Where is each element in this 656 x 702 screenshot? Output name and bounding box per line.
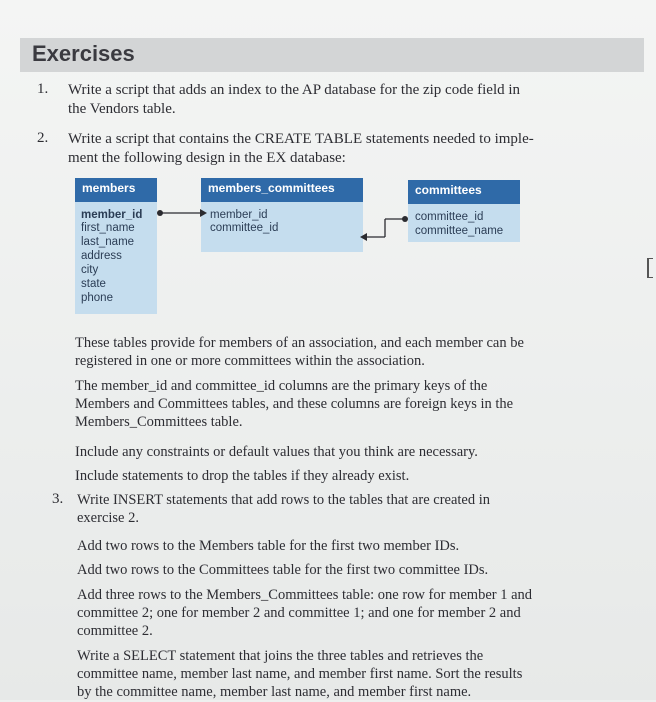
committees-column: committee_name <box>415 225 504 237</box>
exercise-1-line-1: Write a script that adds an index to the AP database for the zip code field in <box>68 82 521 98</box>
exercise-3-line-2: exercise 2. <box>77 510 139 526</box>
exercise-3-paragraph-4-line-2: committee name, member last name, and member first name. Sort the results <box>77 666 523 682</box>
exercise-3-paragraph-3-line-1: Add three rows to the Members_Committees table: one row for member 1 and <box>77 587 533 603</box>
committees-table-header: committees <box>408 180 520 204</box>
exercise-2-line-1: Write a script that contains the CREATE TABLE statements needed to imple- <box>68 131 534 147</box>
exercise-2-paragraph-2-line-3: Members_Committees table. <box>75 414 243 430</box>
committees-column: committee_id <box>415 211 484 223</box>
exercise-2-line-2: ment the following design in the EX database: <box>68 150 346 166</box>
exercise-2-number: 2. <box>37 130 49 146</box>
members-committees-column: member_id <box>210 209 268 221</box>
exercise-3-paragraph-3-line-2: committee 2; one for member 2 and committee 1; and one for member 2 and <box>77 605 521 621</box>
exercise-3-line-1: Write INSERT statements that add rows to the tables that are created in <box>77 492 491 508</box>
members-column: state <box>81 278 106 290</box>
section-title: Exercises <box>32 41 135 66</box>
members-column: phone <box>81 292 113 304</box>
exercise-2-paragraph-2-line-2: Members and Committees tables, and these columns are foreign keys in the <box>75 396 514 412</box>
members-column: first_name <box>81 222 135 234</box>
exercise-3-paragraph-3-line-3: committee 2. <box>77 623 153 639</box>
members-table-header: members <box>75 178 157 202</box>
exercise-3-paragraph-4-line-1: Write a SELECT statement that joins the three tables and retrieves the <box>77 648 484 664</box>
members-column: address <box>81 250 122 262</box>
members-relationship-connector <box>157 209 207 217</box>
exercise-3-number: 3. <box>52 491 64 507</box>
exercise-3-paragraph-2: Add two rows to the Committees table for the first two committee IDs. <box>77 562 489 578</box>
exercise-1-line-2: the Vendors table. <box>68 101 176 117</box>
members-committees-table-header: members_committees <box>201 178 363 202</box>
margin-bracket-mark <box>647 258 653 278</box>
exercise-2-paragraph-1-line-2: registered in one or more committees within the association. <box>75 353 425 369</box>
exercise-2-paragraph-3: Include any constraints or default values that you think are necessary. <box>75 444 478 460</box>
committees-relationship-connector <box>360 216 408 241</box>
exercise-2-paragraph-4: Include statements to drop the tables if they already exist. <box>75 468 410 484</box>
exercise-3-paragraph-1: Add two rows to the Members table for the first two member IDs. <box>77 538 460 554</box>
exercise-3-paragraph-4-line-3: by the committee name, member last name, and member first name. <box>77 684 472 700</box>
exercise-2-paragraph-1-line-1: These tables provide for members of an association, and each member can be <box>75 335 524 351</box>
exercise-1-number: 1. <box>37 81 49 97</box>
exercise-2-paragraph-2-line-1: The member_id and committee_id columns are the primary keys of the <box>75 378 488 394</box>
members-column: member_id <box>81 209 143 221</box>
members-column: city <box>81 264 99 276</box>
members-column: last_name <box>81 236 135 248</box>
members-committees-column: committee_id <box>210 222 279 234</box>
